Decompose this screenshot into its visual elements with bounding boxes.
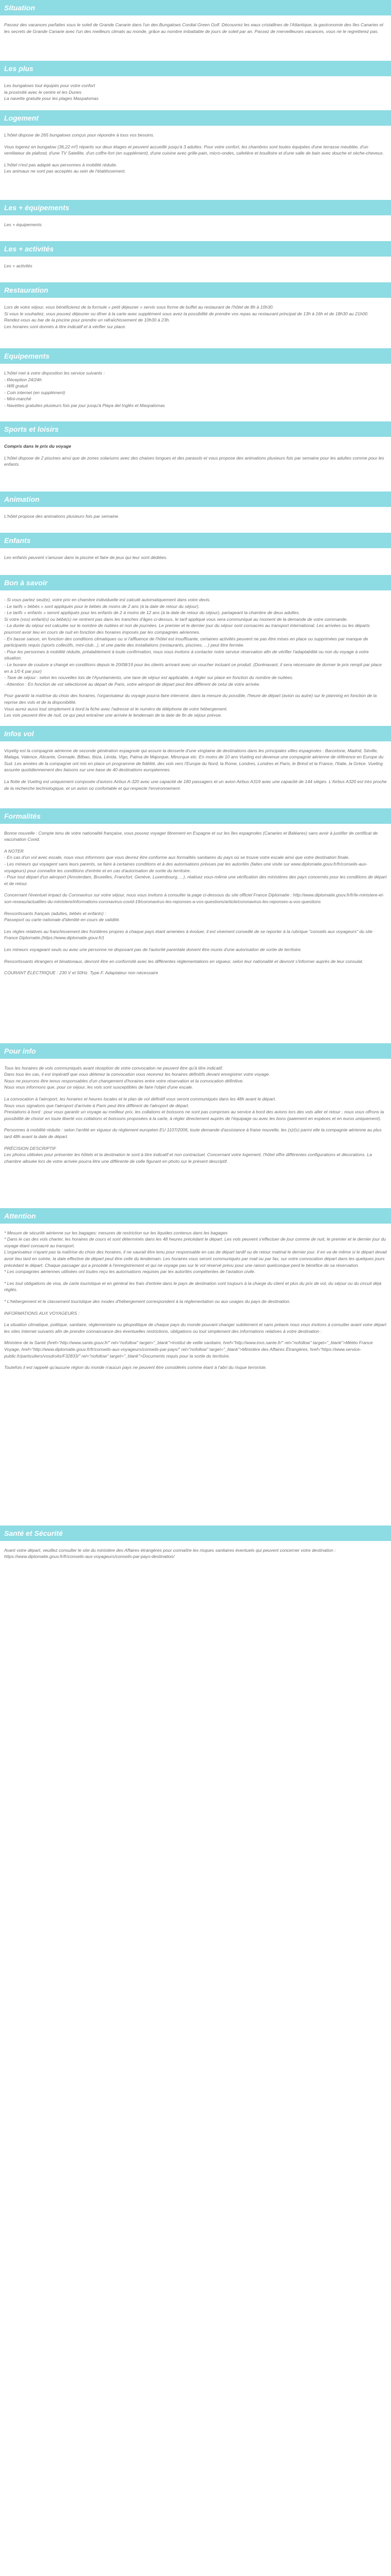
paragraph: Les + équipements xyxy=(4,222,42,227)
section-title-pour-info: Pour info xyxy=(0,1043,391,1059)
section-body-attention xyxy=(0,1224,391,1526)
paragraph: Tous les horaires de vols communiqués avant réception de votre convocation ne peuvent être qu'à titre indicatif. Dans tous les cas, il est impératif que vous détenez la convocation vous recevrez les horaires définitifs devant enregistrer votre voyage. Nous ne pourrons être tenus responsables d'un changement d'horaires entre votre réservation et la convocation définitive. Nous vous informons que, pour ce séjour, les vols sont susceptibles de faire l'objet d'une escale. xyxy=(4,1065,270,1090)
paragraph: Avant votre départ, veuillez consulter le site du ministère des Affaires étrangères pour connaître les risques sanitaires éventuels qui peuvent concerner votre destination : https://www.diplomatie.gouv.fr/fr/conseils-aux-voyageurs/conseils-par-pays-destination/ xyxy=(4,1547,336,1560)
section-body-bon-a-savoir xyxy=(0,590,391,726)
paragraph: L'hôtel met à votre disposition les service suivants : - Réception 24/24h - Wifi gratuit - Coin internet (en supplément) - Mini-marché - Navettes gratuites plusieurs fois par jour jusqu'à Playa del Inglés et Maspalomas xyxy=(4,370,165,408)
section-title-situation: Situation xyxy=(0,0,391,15)
paragraph: L'hôtel dispose de 2 piscines ainsi que de zones solariums avec des chaises longues et des parasols et vous propose des animations plusieurs fois par semaine pour les adultes comme pour les enfants. xyxy=(4,455,384,467)
paragraph: Les règles relatives au franchissement des frontières propres à chaque pays étant amenées à évoluer, il est vivement conseillé de se reporter à la rubrique "conseils aux voyageurs" du site France Diplomatie.(https://www.diplomatie.gouv.fr/) xyxy=(4,928,373,941)
paragraph: Ressortissants étrangers et binationaux, devront être en conformité avec les différentes réglementations en vigueur, selon leur nationalité et devront s'informer auprès de leur consulat. xyxy=(4,958,364,964)
paragraph: L'hôtel propose des animations plusieurs fois par semaine. xyxy=(4,514,120,519)
section-title-equipements: Equipements xyxy=(0,348,391,364)
paragraph: Les + activités xyxy=(4,263,32,268)
paragraph: Les bungalows tout équipés pour votre confort la proximité avec le centre et les Dunes La navette gratuite pour les plages Maspalomas xyxy=(4,83,99,101)
section-body-situation xyxy=(0,15,391,61)
paragraph: Personnes à mobilité réduite : selon l'arrêté en vigueur du règlement européen EU 1107/2006, toute demande d'assistance à fraise nouvelle, les (s)/(s) parmi elle la compagnie aérienne au plus tard 48h avant la date de départ. xyxy=(4,1127,382,1140)
paragraph: * L'hébergement et le classement touristique des modes d'hébergement correspondent à la réglementation ou aux usages du pays de destination. xyxy=(4,1299,291,1304)
paragraph: A NOTER - En cas d'un vol avec escale, nous vous informons que vous devrez être conforme aux formalités sanitaires du pays où se trouve votre escale ainsi que votre destination finale. - Les mineurs qui voyagent sans leurs parents, se faire à certaines conditions et à des autorisations prévues par les autorités (faites une visite sur www.diplomatie.gouv.fr/fr/conseils-aux-voyageurs) pour connaître les conditions d'entrée et en cas d'autorisation de sortie du territoire. - Pour tout départ d'un aéroport (Amsterdam, Bruxelles, Francfort, Genève, Luxembourg, ...), réalisez vous-même une vérification des ministères des pays concernés pour les conditions de départ et de retour. xyxy=(4,848,387,886)
section-title-enfants: Enfants xyxy=(0,533,391,548)
section-body-formalites xyxy=(0,824,391,1043)
section-body-enfants xyxy=(0,548,391,575)
section-title-activites-plus: Les + activités xyxy=(0,241,391,257)
section-title-bon-a-savoir: Bon à savoir xyxy=(0,575,391,590)
section-title-plus: Les plus xyxy=(0,61,391,76)
section-body-equipements xyxy=(0,364,391,421)
paragraph: Toutefois il est rappelé qu'aucune région du monde n'aucun pays ne peuvent être considérés comme étant à l'abri du risque terroriste. xyxy=(4,1365,267,1370)
section-body-restauration xyxy=(0,298,391,348)
section-title-sports: Sports et loisirs xyxy=(0,421,391,437)
section-body-pour-info xyxy=(0,1059,391,1208)
paragraph: Passez des vacances parfaites sous le soleil de Grande Canarie dans l'un des Bungalows Cordial Green Golf. Découvrez les eaux cristallines de l'Atlantique, la gastronomie des îles Canaries et les secrets de Grande Canarie avec l'un des meilleurs climats au monde, grâce au nombre imbattable de jours de soleil par an. Passez de merveilleuses vacances, vous ne le regretterez pas. xyxy=(4,22,384,34)
paragraph: PRÉCISION DESCRIPTIF Les photos utilisées pour présenter les hôtels et la destination le sont à titre indicatif et non contractuel. Concernant votre logement, l'hôtel offre différentes configurations et décorations. La chambre allouée lors de votre arrivée pourra être une différente de celle figurant en photo sur le présent descriptif. xyxy=(4,1145,372,1164)
section-title-animation: Animation xyxy=(0,492,391,507)
section-title-equipements-plus: Les + équipements xyxy=(0,200,391,215)
section-body-plus xyxy=(0,76,391,110)
section-title-restauration: Restauration xyxy=(0,282,391,298)
paragraph: INFORMATIONS AUX VOYAGEURS : xyxy=(4,1310,80,1316)
section-title-logement: Logement xyxy=(0,110,391,126)
paragraph: * Les tout obligations de visa, de carte touristique et en général les frais d'entrée dans le pays de destination sont toujours à la charge du client et plus du prix de vol, du séjour ou du circuit déjà réglés. xyxy=(4,1280,382,1293)
section-body-sports xyxy=(0,437,391,492)
paragraph: Pour garantir la maîtrise du choix des horaires, l'organisateur du voyage pourra faire intervenir, dans la mesure du possible, l'heure de départ (avion ou autre) sur le planning en fonction de la reprise des vols et de la disponibilité. Vous aurez aussi tout simplement à bord la fiche avec l'adresse et le numéro de téléphone de votre hébergement. Les vols peuvent être de nuit, ce qui peut entraîner une arrivée le lendemain de la date de fin de séjour prévue. xyxy=(4,693,377,718)
paragraph: Les mineurs voyageant seuls ou avec une personne ne disposant pas de l'autorité parentale doivent être munis d'une autorisation de sortie de territoire. xyxy=(4,947,302,952)
paragraph: Vous logerez en bungalow (36,22 m²) répartis sur deux étages et peuvent accueillir jusqu'à 3 adultes. Pour votre confort, les chambres sont toutes équipées d'une terrasse meublée, d'un ventilateur de plafond, d'une TV Satellite, d'un coffre-fort (en supplément), d'une cuisine avec grille-pain, micro-ondes, cafetière et bouilloire et d'une salle de bain avec douche et sèche-cheveux. xyxy=(4,144,384,156)
section-title-sante: Santé et Sécurité xyxy=(0,1526,391,1541)
paragraph: * Mesure de sécurité aérienne sur les bagages: mesures de restriction sur les liquides contenus dans les bagages * Dans le cas des vols charter, les horaires de cours et sont déterminés dans les 48 heures précédant le départ. Les vols peuvent s'effectuer de jour comme de nuit, le premier et le dernier jour du voyage étant consacré au transport. L'organisateur n'ayant pas la maîtrise du choix des horaires, il ne saurait être tenu pour responsable en cas de départ tardif ou de retour matinal le dernier jour. Il en va de même si le départ devait avoir lieu tard en soirée, la date effective de départ peut être celle du lendemain. Les horaires vous seront communiqués par mail ou par fax, sur votre convocation départ dans les quelques jours précédant le départ. Chaque passager qui a procédé à l'enregistrement et qui ne voyage pas sur le vol réservé prévu pour une raison quelconque perd le bénéfice de sa réservation. * Les compagnies aériennes utilisées ont toutes reçu les autorisations requises par les autorités compétentes de l'aviation civile. xyxy=(4,1230,387,1275)
paragraph: Voyelig est la compagnie aérienne de seconde génération espagnole qui assure la desserte d'une vingtaine de destinations dans les principales villes espagnoles : Barcelone, Madrid, Séville, Malaga, Valence, Alicante, Grenade, Bilbao, Ibiza, Lérida, Vigo, Palma de Majorque, Minorque etc. En moins de 10 ans Vueling est devenue une compagnie aérienne de référence en Europe du Sud. Les années de la compagnie ont mis en place un programme de fidélité, des vols vers l'Europe du Nord, la Rome, Londres, Londres et Paris, le Brésil et la France, l'Italie, la Grèce. Vueling assurée quotidiennement des liaisons sur une base de 40 destinations européennes. xyxy=(4,748,384,773)
section-body-activites-plus xyxy=(0,257,391,282)
paragraph: COURANT ÉLECTRIQUE : 230 V et 50Hz. Type F. Adaptateur non nécessaire xyxy=(4,970,158,976)
paragraph: Lors de votre séjour, vous bénéficierez de la formule « petit déjeuner » servis sous forme de buffet au restaurant de l'hôtel de 8h à 10h30. Si vous le souhaitez, vous pouvez déjeuner ou dîner à la carte avec supplément sous avez la possibilité de prendre vos repas au restaurant principal de 13h à 16h et de 18h30 au 21h00. Rendez-vous au bar de la piscine pour prendre un rafraîchissement de 10h30 à 23h. Les horaires sont donnés à titre indicatif et à vérifier sur place. xyxy=(4,304,369,329)
section-title-attention: Attention xyxy=(0,1208,391,1224)
section-body-sante xyxy=(0,1541,391,1575)
paragraph: La convocation à l'aéroport, les horaires et heures locales et le plan de vol définitif vous seront communiqués dans les 48h avant le départ. Nous vous signalons que l'aéroport d'arrivée à Paris peut être différent de l'aéroport de départ. Prestations à bord : pour vous garantir un voyage au meilleur prix, les collations et boissons ne sont pas comprises au service à bord des avions lors des vols aller et retour ; nous vous offrons la possibilité de choisir en toute liberté vos collations et boissons proposées à la carte, à régler directement auprès de l'équipage ou avec les bons (paiement en espèces et en euros uniquement). xyxy=(4,1096,384,1121)
section-body-equipements-plus xyxy=(0,215,391,241)
paragraph: La situation climatique, politique, sanitaire, réglementaire ou géopolitique de chaque pays du monde pouvant changer subitement et sans préavis nous vous invitons à consulter avant votre départ les sites Internet suivants afin de prendre connaissance des éventuelles restrictions, obligations ou tout simplement des informations relatives à votre destination : xyxy=(4,1322,386,1334)
section-subtitle-sports: Compris dans le prix du voyage xyxy=(4,444,71,449)
paragraph: Ministère de la Santé (href="http://www.sante.gouv.fr/" rel="nofollow" target="_blank">Institut de veille sanitaire, href="http://www.invs.sante.fr/" rel="nofollow" target="_blank">Météo France Voyage, href="http://www.diplomatie.gouv.fr/fr/conseils-aux-voyageurs/conseils-par-pays/" rel="nofollow" target="_blank">Ministère des Affaires Étrangères, href="https://www.service-public.fr/particuliers/vosdroits/F32833/" rel="nofollow" target="_blank">Documents requis pour la sortie du territoire. xyxy=(4,1340,373,1359)
paragraph: - Si vous partez seul(e), votre prix en chambre individuelle est calculé automatiquement dans votre devis. - Le tarifs « bébés » sont appliqués pour le bébés de moins de 2 ans (à la date de retour du séjour). - Le tarifs « enfants » seront appliqués pour les enfants de 2 à moins de 12 ans (à la date de retour du séjour), partageant la chambre de deux adultes. Si votre (vos) enfant(s) ou bébé(s) ne rentrent pas dans les tranches d'âges ci-dessus, le tarif appliqué vous sera communiqué au moment de la demande de votre commande. - La durée du séjour est calculée sur le nombre de nuitées et non de journées. Le premier et le dernier jour du séjour sont consacrés au transport international. Les arrivées ou les départs pourront avoir lieu en cours de nuit en fonction des horaires imposés par les compagnies aériennes. - En basse saison, en fonction des conditions climatiques ou si l'affluence de l'hôtel est insuffisante, certaines activités peuvent ne pas être mises en place ou supprimées par manque de participants requis (sports collectifs, mini-club...), et une partie des installations (restaurants, piscines, ...) peut être fermée. - Pour les personnes à mobilité réduite, préalablement à toute confirmation, nous vous invitons à contacter notre service réservation afin de vérifier l'adaptabilité ou non du voyage à votre situation. - Le buvare de couture a changé en conditions depuis le 20/08/19 pour les clients arrivant avec un voucher incluant ce produit. (Dorénavant, il sera nécessaire de donner le prix rempli par place en à 1/0 € par jour) - Taxe de séjour : selon les nouvelles lois de l'Ayuntamiento, une taxe de séjour est applicable, à régler sur place en fonction du nombre de nuitées. - Attention : En fonction de vot sélectionné au départ de Paris, votre aéroport de départ peut être différent de celui de votre arrivée. xyxy=(4,597,382,687)
paragraph: L'hôtel dispose de 265 bungalows conçus pour répondre à tous vos besoins. xyxy=(4,132,155,138)
section-body-infos-vol xyxy=(0,741,391,808)
paragraph: Concernant l'éventuel impact du Coronavirus sur votre séjour, nous vous invitons à consulter la page ci-dessous du site officiel France Diplomatie : http://www.diplomatie.gouv.fr/fr/le-ministere-et-son-reseau/actualites-du-ministere/informations-coronavirus-covid-19/coronavirus-les-reponses-a-vos-questions/article/coronavirus-les-reponses-a-vos-questions xyxy=(4,892,384,905)
paragraph: L'hôtel n'est pas adapté aux personnes à mobilité réduite. Les animaux ne sont pas acceptés au sein de l'établissement. xyxy=(4,162,126,174)
paragraph: Les enfants peuvent s'amuser dans la piscine et faire de jeux qui leur sont dédiées. xyxy=(4,555,168,560)
section-title-infos-vol: Infos vol xyxy=(0,726,391,741)
section-body-logement xyxy=(0,126,391,200)
section-title-formalites: Formalités xyxy=(0,808,391,824)
paragraph: La flotte de Vueling est uniquement composée d'avions Airbus A-320 avec une capacité de 180 passagers et un avion Airbus A319 avec une capacité de 144 sièges. L'Airbus A320 est très proche de la recherche technologique, et un avion où confortable et qui respecte l'environnement. xyxy=(4,779,387,791)
section-body-animation xyxy=(0,507,391,533)
paragraph: Ressortissants français (adultes, bébés et enfants) : Passeport ou carte nationale d'identité en cours de validité. xyxy=(4,910,120,923)
paragraph: Bonne nouvelle : Compte tenu de votre nationalité française, vous pouvez voyager librement en Espagne et sur les îles espagnoles (Canaries et Baléares) sans avoir à justifier de certificat de vaccination Covid. xyxy=(4,830,378,842)
